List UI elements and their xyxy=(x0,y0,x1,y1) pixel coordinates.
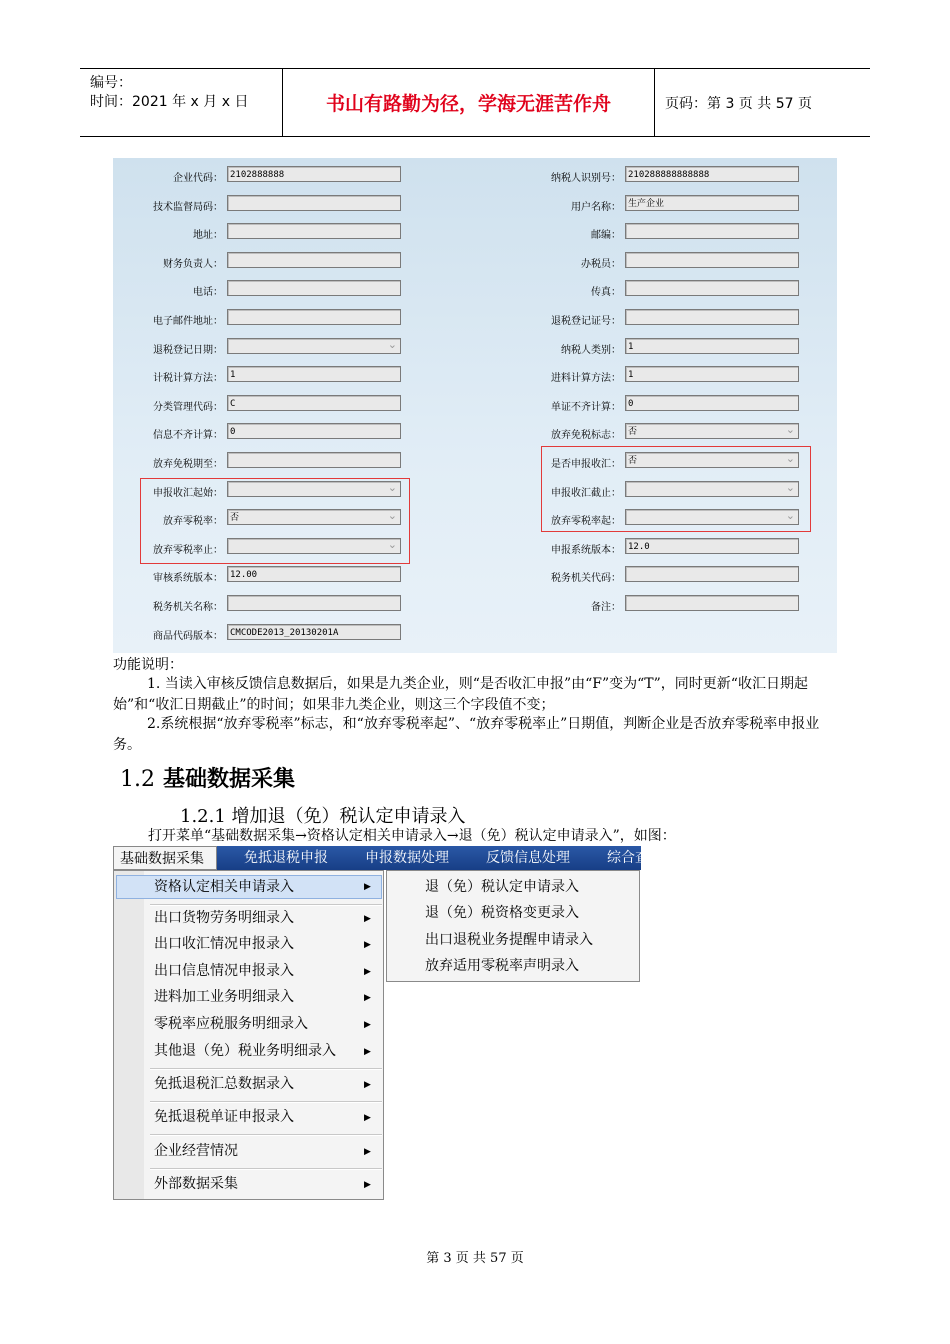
menu-item-voucher-declare[interactable]: 免抵退税单证申报录入 xyxy=(154,1109,294,1125)
subsection-heading: 1.2.1 增加退（免）税认定申请录入 xyxy=(180,806,466,827)
select-field[interactable] xyxy=(625,481,799,497)
submenu-arrow-icon: ▶ xyxy=(364,1180,371,1190)
menu-separator xyxy=(150,1168,382,1170)
header-page-info: 页码：第 3 页 共 57 页 xyxy=(665,95,812,112)
right-form-row xyxy=(513,366,837,384)
menu-icon-strip xyxy=(114,871,144,1199)
right-form-row xyxy=(513,223,837,241)
field-label: 是否申报收汇： xyxy=(551,459,621,470)
field-label: 备注： xyxy=(591,602,621,613)
taxpayer-info-form xyxy=(113,158,837,653)
field-label: 用户名称： xyxy=(571,201,621,213)
right-form-row xyxy=(513,452,837,470)
left-form-row xyxy=(113,566,437,584)
text-field[interactable] xyxy=(227,595,401,611)
menu-tab-comprehensive[interactable]: 综合查 xyxy=(607,850,649,866)
submenu-item-reminder-apply[interactable]: 出口退税业务提醒申请录入 xyxy=(425,932,593,948)
field-label: 信息不齐计算： xyxy=(153,430,223,442)
field-label: 分类管理代码： xyxy=(153,401,223,413)
intro-text: 打开菜单“基础数据采集→资格认定相关申请录入→退（免）税认定申请录入”，如图： xyxy=(148,828,676,844)
submenu-item-zero-rate-waiver[interactable]: 放弃适用零税率声明录入 xyxy=(425,958,579,974)
field-label: 纳税人类别： xyxy=(561,344,621,356)
right-form-row xyxy=(513,423,837,441)
field-label: 审核系统版本： xyxy=(153,573,223,585)
left-form-row xyxy=(113,481,437,499)
left-form-row xyxy=(113,538,437,556)
left-form-row xyxy=(113,309,437,327)
menu-separator xyxy=(150,1068,382,1070)
field-label: 放弃零税率止： xyxy=(153,544,223,556)
field-label: 放弃免税期至： xyxy=(153,459,223,470)
select-field[interactable] xyxy=(227,481,401,497)
page-header xyxy=(80,68,870,137)
select-field[interactable]: 否 ⌄ xyxy=(625,423,799,439)
text-field[interactable]: 2102888888 xyxy=(227,166,401,182)
menu-item-summary-data[interactable]: 免抵退税汇总数据录入 xyxy=(154,1076,294,1092)
right-form-row xyxy=(513,509,837,527)
text-field[interactable]: 1 xyxy=(625,366,799,382)
select-field[interactable] xyxy=(227,538,401,554)
left-form-row xyxy=(113,223,437,241)
right-form-row xyxy=(513,481,837,499)
menu-item-processing-detail[interactable]: 进料加工业务明细录入 xyxy=(154,989,294,1005)
submenu-item-qualification-change[interactable]: 退（免）税资格变更录入 xyxy=(425,905,579,921)
right-form-row xyxy=(513,309,837,327)
field-label: 放弃零税率： xyxy=(163,516,223,528)
text-field[interactable] xyxy=(227,452,401,468)
menu-item-receipt-declare[interactable]: 出口收汇情况申报录入 xyxy=(154,936,294,952)
left-form-row xyxy=(113,452,437,470)
right-form-row xyxy=(513,195,837,213)
right-form-row xyxy=(513,280,837,298)
field-label: 申报收汇起始： xyxy=(153,487,223,499)
field-label: 地址： xyxy=(193,230,223,242)
header-motto: 书山有路勤为径，学海无涯苦作舟 xyxy=(283,69,655,136)
left-form-row xyxy=(113,423,437,441)
menu-separator xyxy=(150,1101,382,1103)
menu-item-goods-detail[interactable]: 出口货物劳务明细录入 xyxy=(154,910,294,926)
field-label: 放弃免税标志： xyxy=(551,430,621,442)
menu-tab-basic-data[interactable]: 基础数据采集 xyxy=(113,846,217,870)
menu-tab-exemption-declare[interactable]: 免抵退税申报 xyxy=(244,850,328,866)
field-label: 邮编： xyxy=(591,230,621,242)
menu-item-zero-rate-service[interactable]: 零税率应税服务明细录入 xyxy=(154,1016,308,1032)
menu-separator xyxy=(150,1134,382,1136)
select-field[interactable]: 否 ⌄ xyxy=(227,509,401,525)
field-label: 企业代码： xyxy=(173,173,223,184)
code-label: 编号： xyxy=(90,75,132,91)
section-number: 1.2 xyxy=(120,767,155,792)
field-label: 申报系统版本： xyxy=(551,544,621,556)
text-field[interactable] xyxy=(227,195,401,211)
text-field[interactable]: 1 xyxy=(227,366,401,382)
submenu-item-recognition-apply[interactable]: 退（免）税认定申请录入 xyxy=(425,879,579,895)
right-form-row xyxy=(513,566,837,584)
right-form-row xyxy=(513,538,837,556)
text-field[interactable]: 210288888888888 xyxy=(625,166,799,182)
menu-tab-declare-processing[interactable]: 申报数据处理 xyxy=(365,850,449,866)
field-label: 商品代码版本： xyxy=(153,630,223,642)
submenu-arrow-icon: ▶ xyxy=(364,1080,371,1090)
text-field[interactable]: 生产企业 xyxy=(625,195,799,211)
text-field[interactable]: 12.0 xyxy=(625,538,799,554)
section-heading xyxy=(120,762,295,793)
menu-tab-feedback[interactable]: 反馈信息处理 xyxy=(486,850,570,866)
text-field[interactable] xyxy=(625,252,799,268)
field-label: 财务负责人： xyxy=(163,258,223,270)
menu-item-external-data[interactable]: 外部数据采集 xyxy=(154,1176,238,1192)
text-field[interactable] xyxy=(227,280,401,296)
field-label: 税务机关名称： xyxy=(153,602,223,613)
select-field[interactable] xyxy=(625,509,799,525)
left-form-row xyxy=(113,595,437,613)
text-field[interactable] xyxy=(625,223,799,239)
menu-item-qualification[interactable]: 资格认定相关申请录入 xyxy=(154,879,294,895)
text-field[interactable]: CMCODE2013_20130201A xyxy=(227,624,401,640)
text-field[interactable] xyxy=(227,252,401,268)
text-field[interactable] xyxy=(227,223,401,239)
field-label: 退税登记日期： xyxy=(153,344,223,356)
menu-item-other-business[interactable]: 其他退（免）税业务明细录入 xyxy=(154,1043,336,1059)
page-footer: 第 3 页 共 57 页 xyxy=(426,1251,524,1266)
text-field[interactable] xyxy=(625,280,799,296)
submenu-arrow-icon: ▶ xyxy=(364,993,371,1003)
left-form-row xyxy=(113,395,437,413)
left-form-row xyxy=(113,366,437,384)
right-form-row xyxy=(513,395,837,413)
text-field[interactable]: C xyxy=(227,395,401,411)
right-form-row xyxy=(513,338,837,356)
func-title: 功能说明： xyxy=(113,657,183,673)
right-form-row xyxy=(513,166,837,184)
submenu-arrow-icon: ▶ xyxy=(364,1047,371,1057)
menu-item-info-declare[interactable]: 出口信息情况申报录入 xyxy=(154,963,294,979)
text-field[interactable] xyxy=(227,309,401,325)
menu-separator xyxy=(150,904,382,906)
field-label: 税务机关代码： xyxy=(551,573,621,585)
left-form-row xyxy=(113,195,437,213)
submenu-arrow-icon: ▶ xyxy=(364,914,371,924)
app-menubar xyxy=(113,846,649,870)
text-field[interactable] xyxy=(625,595,799,611)
left-form-row xyxy=(113,509,437,527)
field-label: 申报收汇截止： xyxy=(551,487,621,499)
left-form-row xyxy=(113,624,437,642)
basic-data-dropdown xyxy=(113,870,384,1200)
func-paragraph-1: 1. 当读入审核反馈信息数据后，如果是九类企业，则“是否收汇申报”由“F”变为“T”，同时更新“收汇日期起始”和“收汇日期截止”的时间；如果非九类企业，则这三个字段值不变； xyxy=(113,676,808,713)
func-paragraph-2: 2.系统根据“放弃零税率”标志，和“放弃零税率起”、“放弃零税率止”日期值，判断企业是否放弃零税率申报业务。 xyxy=(113,716,820,753)
left-form-row xyxy=(113,252,437,270)
date-label: 时间：2021 年 x 月 x 日 xyxy=(90,94,249,110)
field-label: 放弃零税率起： xyxy=(551,516,621,528)
field-label: 进料计算方法： xyxy=(551,373,621,385)
field-label: 传真： xyxy=(591,287,621,299)
text-field[interactable]: 0 xyxy=(625,395,799,411)
header-left-cell xyxy=(80,69,283,136)
field-label: 电子邮件地址： xyxy=(153,316,223,327)
menu-item-business-status[interactable]: 企业经营情况 xyxy=(154,1143,238,1159)
section-title: 基础数据采集 xyxy=(163,767,296,792)
field-label: 办税员： xyxy=(581,258,621,270)
submenu-arrow-icon: ▶ xyxy=(364,1020,371,1030)
field-label: 电话： xyxy=(193,287,223,299)
text-field[interactable]: 12.00 xyxy=(227,566,401,582)
submenu-arrow-icon: ▶ xyxy=(364,940,371,950)
right-form-row xyxy=(513,252,837,270)
text-field[interactable]: 0 xyxy=(227,423,401,439)
field-label: 退税登记证号： xyxy=(551,316,621,327)
text-field[interactable] xyxy=(625,309,799,325)
field-label: 技术监督局码： xyxy=(153,201,223,213)
submenu-arrow-icon: ▶ xyxy=(364,882,371,892)
select-field[interactable] xyxy=(227,338,401,354)
submenu-arrow-icon: ▶ xyxy=(364,1113,371,1123)
field-label: 单证不齐计算： xyxy=(551,401,621,413)
submenu-arrow-icon: ▶ xyxy=(364,967,371,977)
select-field[interactable]: 否 ⌄ xyxy=(625,452,799,468)
right-form-row xyxy=(513,595,837,613)
text-field[interactable]: 1 xyxy=(625,338,799,354)
field-label: 计税计算方法： xyxy=(153,373,223,385)
left-form-row xyxy=(113,280,437,298)
submenu-arrow-icon: ▶ xyxy=(364,1147,371,1157)
text-field[interactable] xyxy=(625,566,799,582)
field-label: 纳税人识别号： xyxy=(551,173,621,184)
qualification-submenu xyxy=(386,870,640,982)
left-form-row xyxy=(113,166,437,184)
left-form-row xyxy=(113,338,437,356)
